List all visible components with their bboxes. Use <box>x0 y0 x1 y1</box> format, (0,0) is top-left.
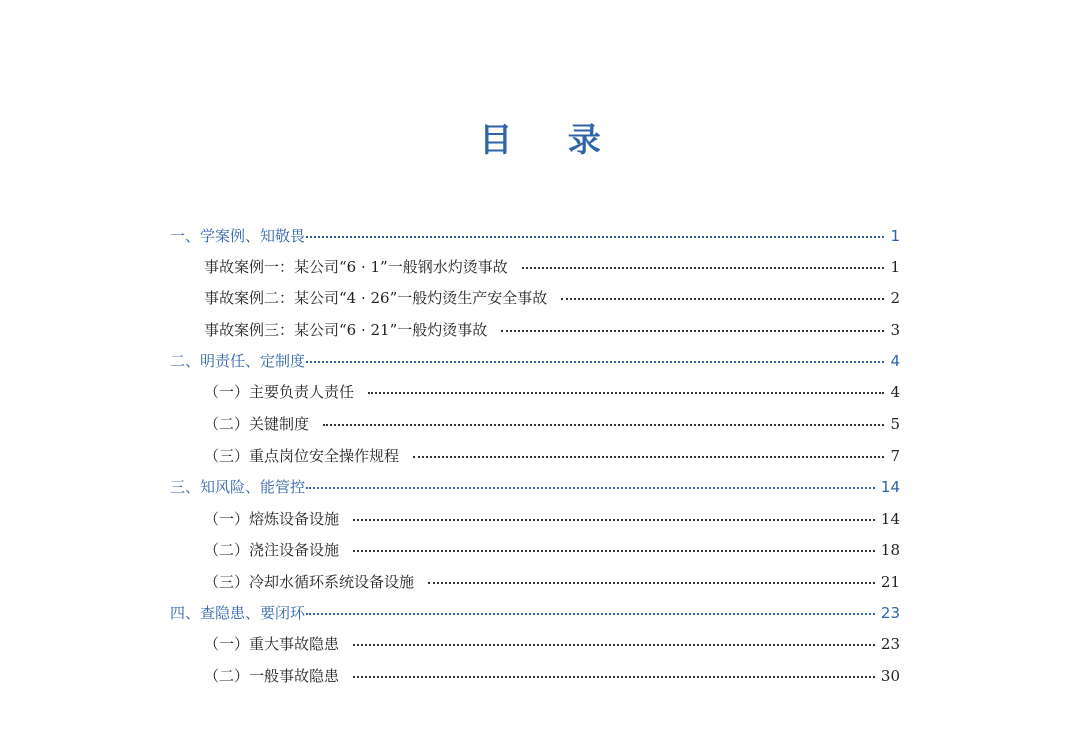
toc-item-3-1[interactable] <box>204 503 900 534</box>
toc-section-4[interactable] <box>170 597 900 628</box>
toc-page-number: 5 <box>890 414 900 433</box>
toc-entry-label: （三）重点岗位安全操作规程 <box>204 447 400 465</box>
toc-entry-label: （一）重大事故隐患 <box>204 635 340 653</box>
toc-page-number: 18 <box>880 540 900 559</box>
toc-entry-label: 二、明责任、定制度 <box>170 352 306 370</box>
toc-page-number: 1 <box>890 257 900 276</box>
toc-entry-label: 一、学案例、知敬畏 <box>170 227 306 245</box>
dot-leader <box>561 298 884 300</box>
toc-page-number: 14 <box>880 477 900 496</box>
dot-leader <box>353 676 875 678</box>
toc-page-number: 21 <box>880 572 900 591</box>
dot-leader <box>306 613 875 615</box>
toc-page-number: 14 <box>880 509 900 528</box>
toc-page-number: 7 <box>890 446 900 465</box>
toc-page-number: 4 <box>890 382 900 401</box>
page-title: 目 录 <box>479 120 623 159</box>
toc-entry-label: （二）一般事故隐患 <box>204 667 340 685</box>
toc-entry-label: （一）主要负责人责任 <box>204 383 355 401</box>
toc-page-number: 23 <box>880 603 900 622</box>
toc-page-number: 4 <box>890 351 900 370</box>
toc-entry-label: 三、知风险、能管控 <box>170 478 306 496</box>
toc-entry-label: 事故案例二：某公司“4 · 26”一般灼烫生产安全事故 <box>204 289 548 307</box>
toc-item-case-3[interactable] <box>204 314 900 345</box>
toc-entry-label: （三）冷却水循环系统设备设施 <box>204 573 415 591</box>
toc-item-4-1[interactable] <box>204 628 900 659</box>
toc-page-number: 23 <box>880 634 900 653</box>
dot-leader <box>353 519 875 521</box>
toc-section-2[interactable] <box>170 345 900 376</box>
toc-page-number: 2 <box>890 288 900 307</box>
toc-item-2-1[interactable] <box>204 376 900 407</box>
toc-item-2-2[interactable] <box>204 408 900 439</box>
dot-leader <box>323 424 884 426</box>
dot-leader <box>413 456 884 458</box>
dot-leader <box>353 550 875 552</box>
toc-entry-label: （二）关键制度 <box>204 415 310 433</box>
dot-leader <box>501 330 884 332</box>
toc-entry-label: 四、查隐患、要闭环 <box>170 604 306 622</box>
toc-item-4-2[interactable] <box>204 660 900 691</box>
toc-section-1[interactable] <box>170 220 900 251</box>
dot-leader <box>306 361 884 363</box>
dot-leader <box>306 236 884 238</box>
toc-item-case-1[interactable] <box>204 251 900 282</box>
toc-page-number: 3 <box>890 320 900 339</box>
dot-leader <box>353 644 875 646</box>
toc-item-3-2[interactable] <box>204 534 900 565</box>
dot-leader <box>428 582 875 584</box>
toc-item-3-3[interactable] <box>204 566 900 597</box>
toc-entry-label: （二）浇注设备设施 <box>204 541 340 559</box>
toc-item-case-2[interactable] <box>204 282 900 313</box>
dot-leader <box>368 392 884 394</box>
dot-leader <box>522 267 884 269</box>
toc-section-3[interactable] <box>170 471 900 502</box>
toc-page-number: 1 <box>890 226 900 245</box>
dot-leader <box>306 487 875 489</box>
toc-item-2-3[interactable] <box>204 440 900 471</box>
toc-page-number: 30 <box>880 666 900 685</box>
toc-entry-label: 事故案例一：某公司“6 · 1”一般钢水灼烫事故 <box>204 258 508 276</box>
toc-entry-label: 事故案例三：某公司“6 · 21”一般灼烫事故 <box>204 321 488 339</box>
toc-entry-label: （一）熔炼设备设施 <box>204 510 340 528</box>
